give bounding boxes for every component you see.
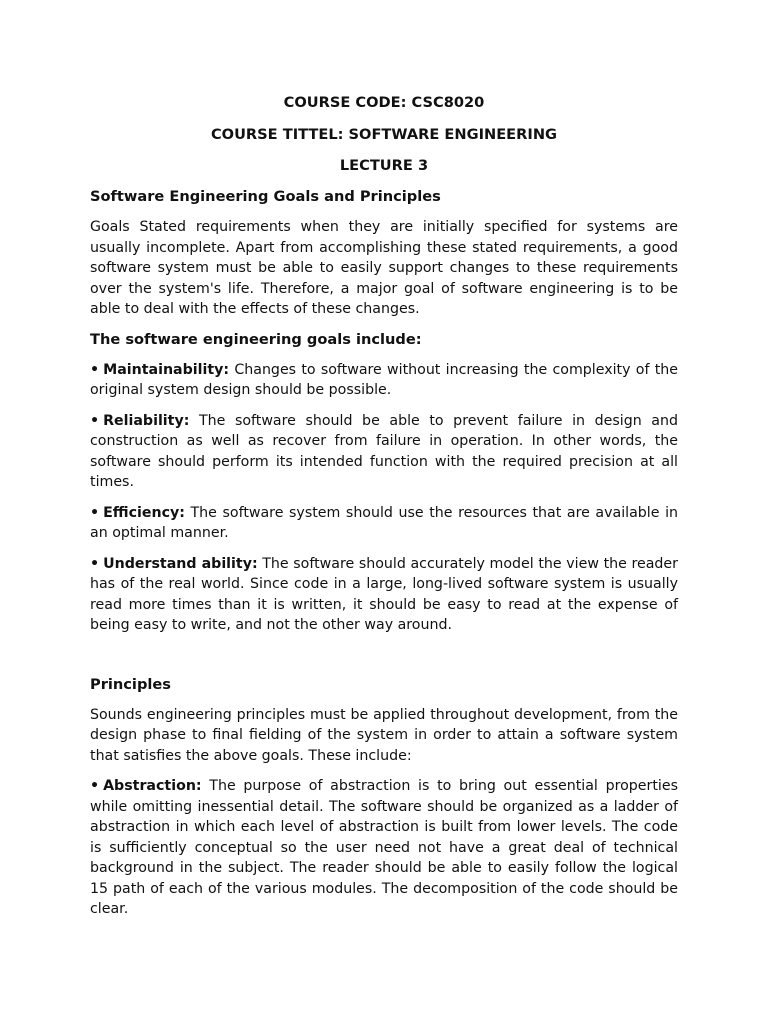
bullet-icon: •: [90, 361, 100, 378]
goal-item-efficiency: [90, 503, 678, 544]
bullet-icon: •: [90, 778, 100, 794]
principles-intro-paragraph: Sounds engineering principles must be applied throughout development, from the design phase to final fielding of the system in order to attain a software system that satisfies the above goals. These include:: [90, 706, 678, 764]
goal-term: Reliability:: [103, 412, 190, 429]
goal-term: Understand ability:: [103, 555, 258, 572]
bullet-icon: •: [90, 412, 100, 429]
goal-text: Changes to software without increasing the complexity of the original system design should be possible.: [90, 361, 678, 398]
section-spacer: [90, 646, 678, 675]
principle-text: The purpose of abstraction is to bring out essential properties while omitting inessential detail. The software should be organized as a ladder of abstraction in which each level of abstraction is built from lower levels. The code is sufficiently conceptual so the user need not have a great deal of technical background in the subject. The reader should be able to easily follow the logical 15 path of each of the various modules. The decomposition of the code should be clear.: [90, 778, 678, 917]
document-page: [90, 93, 678, 930]
section-heading-principles: Principles: [90, 675, 171, 693]
goal-item-understandability: [90, 554, 678, 636]
goals-intro-paragraph: Goals Stated requirements when they are initially specified for systems are usually incomplete. Apart from accomplishing these stated requirements, a good software system must be able to easily support changes to these requirements over the system's life. Therefore, a major goal of software engineering is to be able to deal with the effects of these changes.: [90, 219, 678, 317]
section-heading-goals-principles: Software Engineering Goals and Principles: [90, 188, 441, 205]
course-code: COURSE CODE: CSC8020: [283, 94, 485, 111]
goal-text: The software should accurately model the view the reader has of the real world. Since code in a large, long-lived software system is usually read more times than it is written, it should be easy to read at the expense of being easy to write, and not the other way around.: [90, 555, 678, 633]
goal-text: The software should be able to prevent failure in design and construction as well as recover from failure in operation. In other words, the software should perform its intended function with the required precision at all times.: [90, 412, 678, 490]
principle-item-abstraction: [90, 776, 678, 920]
course-title: COURSE TITTEL: SOFTWARE ENGINEERING: [210, 126, 558, 143]
goal-term: Maintainability:: [103, 361, 230, 378]
lecture-number: LECTURE 3: [339, 157, 429, 174]
bullet-icon: •: [90, 504, 100, 521]
goal-item-maintainability: [90, 360, 678, 401]
bullet-icon: •: [90, 555, 100, 572]
goal-text: The software system should use the resources that are available in an optimal manner.: [90, 504, 678, 541]
goal-item-reliability: [90, 411, 678, 493]
goal-term: Efficiency:: [103, 504, 185, 521]
principle-term: Abstraction:: [103, 778, 202, 794]
goals-list-heading: The software engineering goals include:: [90, 330, 422, 348]
